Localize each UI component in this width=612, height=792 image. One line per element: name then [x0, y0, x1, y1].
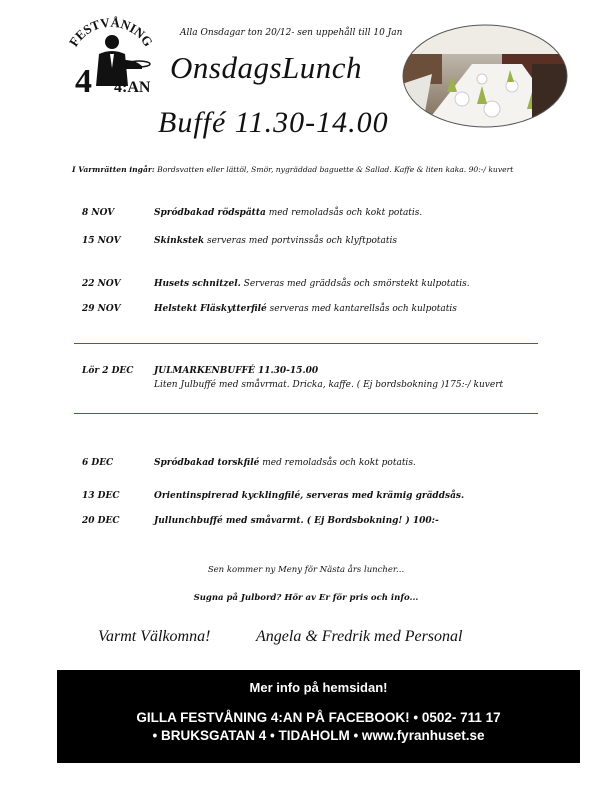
buffet-hours: Buffé 11.30-14.00 — [158, 106, 389, 139]
footer-facebook-phone: GILLA FESTVÅNING 4:AN PÅ FACEBOOK! • 0502- 711 17 — [136, 710, 501, 725]
welcome-text: Varmt Välkomna! — [98, 628, 211, 645]
menu-date: 6 DEC — [82, 458, 114, 468]
menu-dish-detail: serveras med kantarellsås och kulpotatis — [266, 304, 457, 314]
special-date: Lör 2 DEC — [82, 366, 134, 376]
footer-address-website: • BRUKSGATAN 4 • TIDAHOLM • www.fyranhuset.se — [152, 728, 485, 743]
included-items — [72, 165, 552, 174]
julbord-note: Sugna på Julbord? Hör av Er för pris och info... — [193, 593, 419, 603]
special-title: JULMARKENBUFFÉ 11.30-15.00 — [154, 366, 319, 376]
menu-dish: Helstekt Fläskytterfilé — [154, 304, 267, 314]
menu-dish-detail: Serveras med gräddsås och smörstekt kulpotatis. — [240, 279, 470, 289]
menu-date: 8 NOV — [82, 208, 115, 218]
menu-date: 29 NOV — [82, 304, 121, 314]
menu-date: 15 NOV — [82, 236, 121, 246]
dining-hall-photo — [402, 24, 568, 128]
schedule-notice: Alla Onsdagar ton 20/12- sen uppehåll till 10 Jan — [180, 28, 403, 38]
menu-date: 13 DEC — [82, 491, 120, 501]
menu-date: 20 DEC — [82, 516, 120, 526]
menu-date: 22 NOV — [82, 279, 121, 289]
menu-dish-detail: med remoladsås och kokt potatis. — [259, 458, 416, 468]
next-menu-note: Sen kommer ny Meny för Nästa års luncher... — [207, 565, 405, 575]
page-title: OnsdagsLunch — [170, 50, 363, 85]
contact-footer — [57, 670, 580, 763]
svg-text:4: 4 — [75, 63, 92, 100]
menu-dish-detail: serveras med portvinssås och klyftpotatis — [204, 236, 397, 246]
menu-dish: Spródbakad torskfilé — [154, 458, 260, 468]
menu-dish: Husets schnitzel. — [154, 279, 241, 289]
logo-bottom-text: 4:AN — [114, 79, 151, 96]
included-label: I Varmrätten ingår: — [72, 165, 155, 174]
footer-info-heading: Mer info på hemsidan! — [249, 680, 388, 695]
included-text: Bordsvatten eller lättöl, Smör, nygräddad baguette & Sallad. Kaffe & liten kaka. 90:-/ kuvert — [154, 165, 514, 174]
menu-dish: Orientinspirerad kycklingfilé, serveras med krämig gräddsås. — [154, 491, 465, 501]
special-description: Liten Julbuffé med småvrmat. Dricka, kaffe. ( Ej bordsbokning )175:-/ kuvert — [154, 380, 504, 390]
logo-arc-text: FESTVÅNING — [65, 14, 157, 50]
signers-text: Angela & Fredrik med Personal — [256, 628, 463, 645]
menu-dish: Spródbakad rödspätta — [154, 208, 266, 218]
menu-dish: Skinkstek — [154, 236, 205, 246]
divider — [74, 343, 538, 344]
divider — [74, 413, 538, 414]
restaurant-logo — [62, 6, 160, 104]
menu-dish: Jullunchbuffé med småvarmt. ( Ej Bordsbokning! ) 100:- — [154, 516, 439, 526]
menu-dish-detail: med remoladsås och kokt potatis. — [265, 208, 423, 218]
